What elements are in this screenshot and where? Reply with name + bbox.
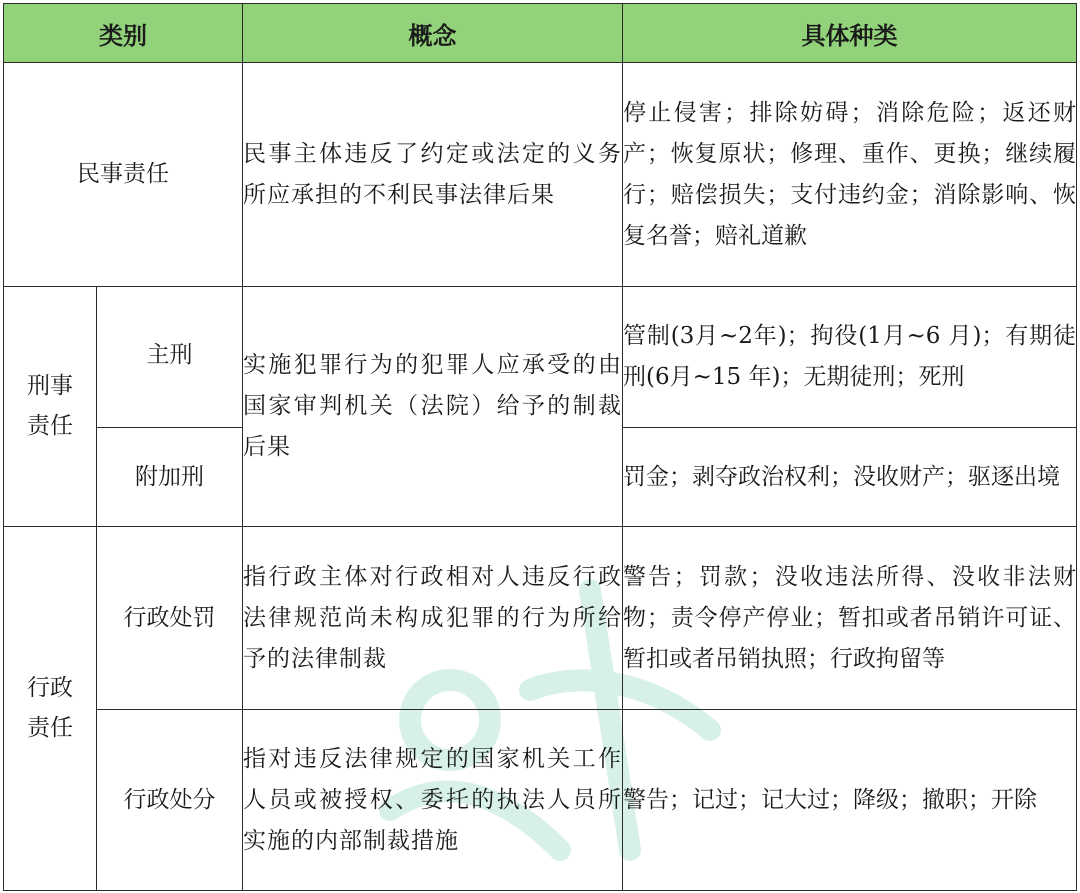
- admin-sanction-concept: 指对违反法律规定的国家机关工作人员或被授权、委托的执法人员所实施的内部制裁措施: [243, 710, 623, 891]
- criminal-category: 刑事责任: [27, 373, 73, 439]
- header-category: 类别: [4, 4, 243, 63]
- criminal-concept: 实施犯罪行为的犯罪人应承受的由国家审判机关（法院）给予的制裁后果: [243, 287, 623, 527]
- admin-sanction-label: 行政处分: [97, 710, 243, 891]
- admin-sanction-row: [4, 710, 1077, 891]
- admin-penalty-concept: 指行政主体对行政相对人违反行政法律规范尚未构成犯罪的行为所给予的法律制裁: [243, 527, 623, 710]
- criminal-supplementary-label: 附加刑: [97, 428, 243, 527]
- criminal-principal-types: 管制(3月~2年)；拘役(1月~6 月)；有期徒刑(6月~15 年)；无期徒刑；死刑: [623, 287, 1077, 428]
- civil-category: 民事责任: [4, 63, 243, 287]
- header-row: [4, 4, 1077, 63]
- criminal-category-cell: [4, 287, 97, 527]
- civil-concept: 民事主体违反了约定或法定的义务所应承担的不利民事法律后果: [243, 63, 623, 287]
- header-types: 具体种类: [623, 4, 1077, 63]
- civil-row: [4, 63, 1077, 287]
- admin-penalty-types: 警告；罚款；没收违法所得、没收非法财物；责令停产停业；暂扣或者吊销许可证、暂扣或者吊销执照；行政拘留等: [623, 527, 1077, 710]
- admin-sanction-types: 警告；记过；记大过；降级；撤职；开除: [623, 710, 1077, 891]
- admin-category: 行政责任: [27, 675, 73, 741]
- admin-penalty-row: [4, 527, 1077, 710]
- civil-types: 停止侵害；排除妨碍；消除危险；返还财产；恢复原状；修理、重作、更换；继续履行；赔偿损失；支付违约金；消除影响、恢复名誉；赔礼道歉: [623, 63, 1077, 287]
- admin-category-cell: [4, 527, 97, 891]
- header-concept: 概念: [243, 4, 623, 63]
- criminal-principal-row: [4, 287, 1077, 428]
- legal-liability-table: [3, 3, 1077, 891]
- admin-penalty-label: 行政处罚: [97, 527, 243, 710]
- criminal-supplementary-types: 罚金；剥夺政治权利；没收财产；驱逐出境: [623, 428, 1077, 527]
- criminal-principal-label: 主刑: [97, 287, 243, 428]
